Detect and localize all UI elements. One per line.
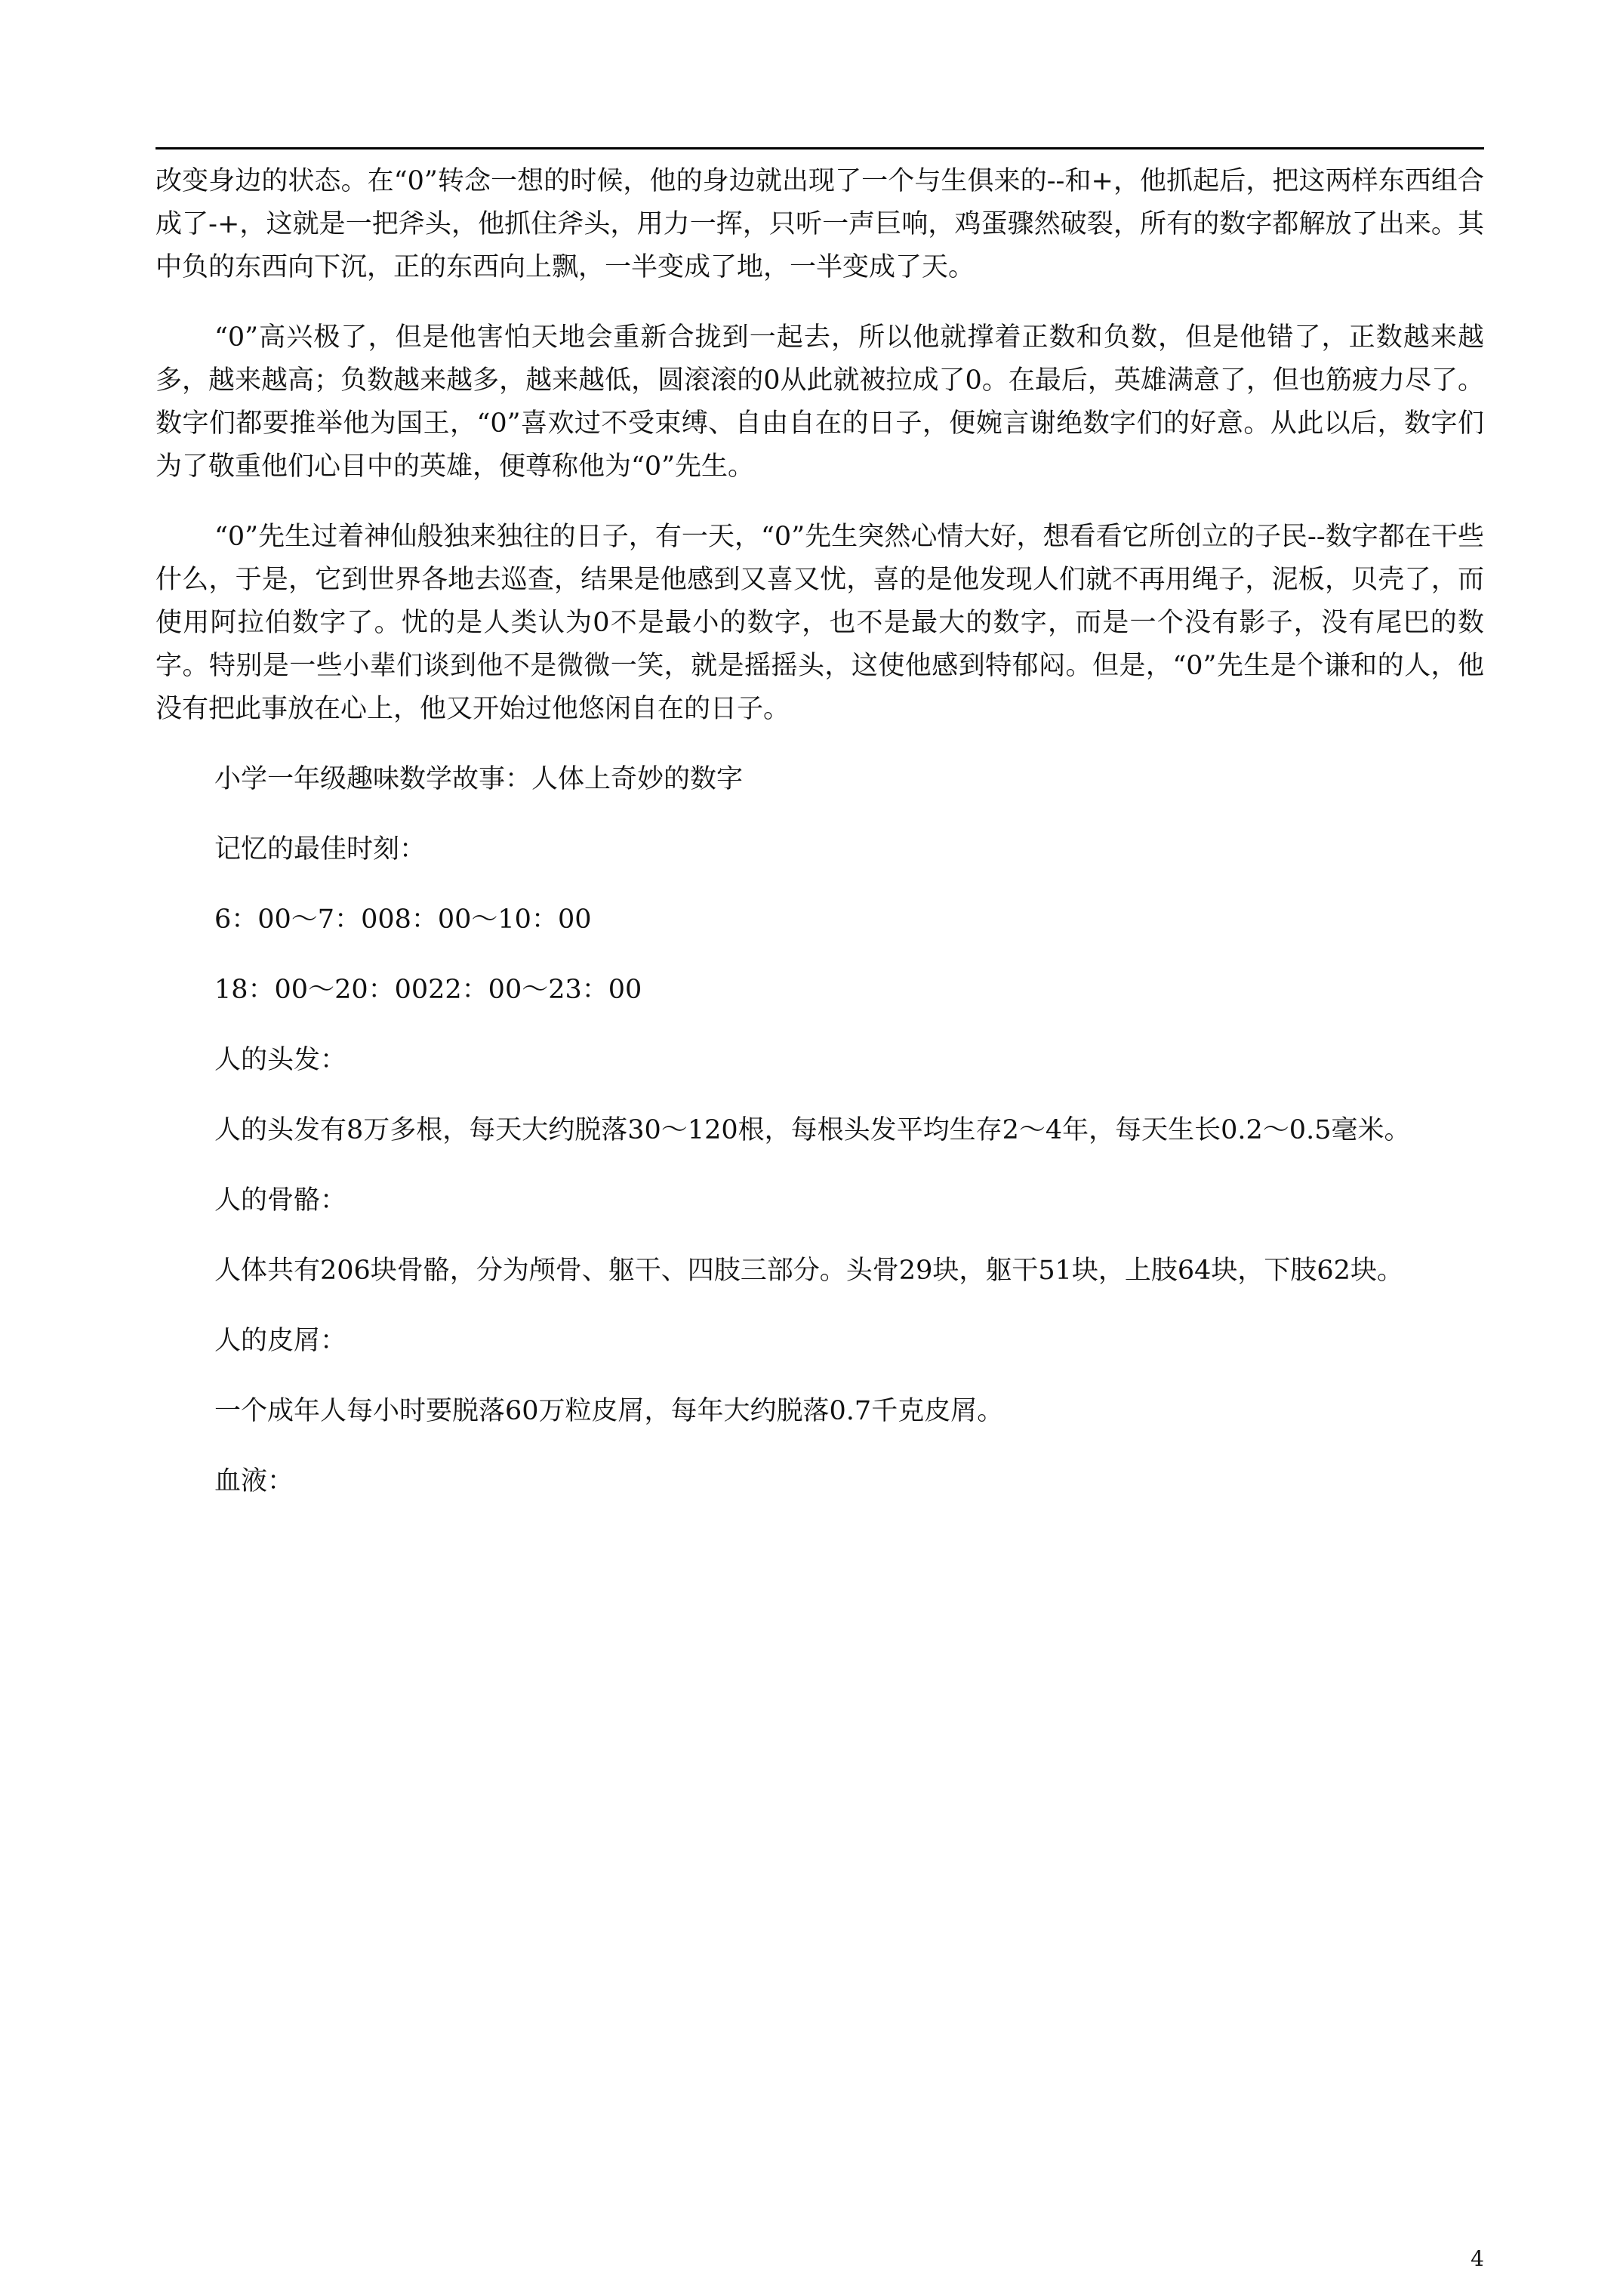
- paragraph: 一个成年人每小时要脱落60万粒皮屑，每年大约脱落0.7千克皮屑。: [214, 1396, 1004, 1426]
- section-title: 小学一年级趣味数学故事：人体上奇妙的数字: [214, 764, 744, 794]
- paragraph-continued: 改变身边的状态。在“0”转念一想的时候，他的身边就出现了一个与生俱来的--和+，他抓起后，把这两样东西组合成了-+，这就是一把斧头，他抓住斧头，用力一挥，只听一声巨响，鸡蛋骤然破裂，所有的数字都解放了出来。其中负的东西向下沉，正的东西向上飘，一半变成了地，一半变成了天。: [156, 166, 1484, 282]
- page-number: 4: [1471, 2246, 1484, 2271]
- paragraph: “0”先生过着神仙般独来独往的日子，有一天，“0”先生突然心情大好，想看看它所创立的子民--数字都在干些什么，于是，它到世界各地去巡查，结果是他感到又喜又忧，喜的是他发现人们就不再用绳子，泥板，贝壳了，而使用阿拉伯数字了。忧的是人类认为0不是最小的数字，也不是最大的数字，而是一个没有影子，没有尾巴的数字。特别是一些小辈们谈到他不是微微一笑，就是摇摇头，这使他感到特郁闷。但是，“0”先生是个谦和的人，他没有把此事放在心上，他又开始过他悠闲自在的日子。: [156, 522, 1484, 724]
- subheading: 人的皮屑：: [214, 1326, 347, 1356]
- header-rule: [156, 147, 1484, 149]
- paragraph: 人体共有206块骨骼，分为颅骨、躯干、四肢三部分。头骨29块，躯干51块，上肢64块，下肢62块。: [214, 1256, 1403, 1286]
- subheading: 记忆的最佳时刻：: [214, 834, 427, 864]
- subheading: 人的骨骼：: [214, 1185, 347, 1216]
- time-range-line: 18：00～20：0022：00～23：00: [214, 975, 642, 1005]
- document-body: [156, 160, 1484, 1503]
- paragraph: 人的头发有8万多根，每天大约脱落30～120根，每根头发平均生存2～4年，每天生长0.2～0.5毫米。: [214, 1115, 1411, 1145]
- subheading: 血液：: [214, 1466, 294, 1496]
- subheading: 人的头发：: [214, 1045, 347, 1075]
- time-range-line: 6：00～7：008：00～10：00: [214, 905, 592, 935]
- paragraph: “0”高兴极了，但是他害怕天地会重新合拢到一起去，所以他就撑着正数和负数，但是他错了，正数越来越多，越来越高；负数越来越多，越来越低，圆滚滚的0从此就被拉成了0。在最后，英雄满意了，但也筋疲力尽了。数字们都要推举他为国王，“0”喜欢过不受束缚、自由自在的日子，便婉言谢绝数字们的好意。从此以后，数字们为了敬重他们心目中的英雄，便尊称他为“0”先生。: [156, 322, 1484, 482]
